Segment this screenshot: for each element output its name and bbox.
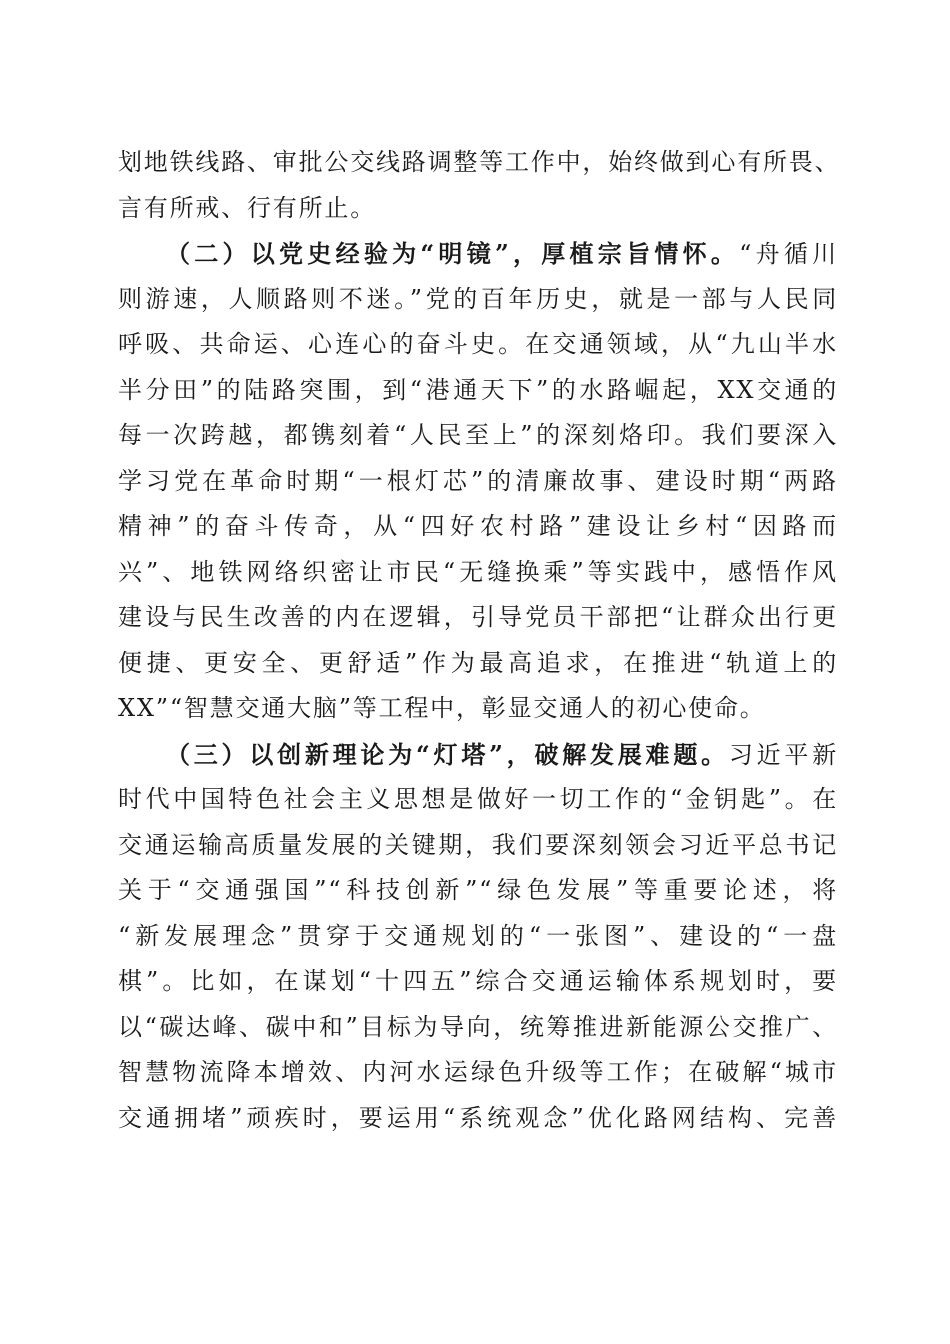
text-line: 兴”、地铁网络织密让市民“无缝换乘”等实践中，感悟作风 (118, 557, 838, 586)
section-heading-3: （三）以创新理论为“灯塔”，破解发展难题。 (166, 739, 729, 769)
text-line: 建设与民生改善的内在逻辑，引导党员干部把“让群众出行更 (118, 603, 838, 631)
text-line: 每一次跨越，都镌刻着“人民至上”的深刻烙印。我们要深入 (118, 421, 838, 449)
text-line: 精神”的奋斗传奇，从“四好农村路”建设让乡村“因路而 (118, 512, 838, 540)
text-line: 棋”。比如，在谋划“十四五”综合交通运输体系规划时，要 (118, 967, 838, 995)
text-fragment: “舟循川 (739, 240, 838, 268)
text-line: 智慧物流降本增效、内河水运绿色升级等工作；在破解“城市 (118, 1058, 838, 1086)
text-line: 学习党在革命时期“一根灯芯”的清廉故事、建设时期“两路 (118, 466, 838, 495)
text-line: XX”“智慧交通大脑”等工程中，彰显交通人的初心使命。 (118, 694, 766, 722)
text-line: 交通拥堵”顽疾时，要运用“系统观念”优化路网结构、完善 (118, 1103, 838, 1132)
paragraph-2-first-line (118, 231, 838, 277)
text-line: 以“碳达峰、碳中和”目标为导向，统筹推进新能源公交推广、 (118, 1012, 838, 1041)
text-line: 便捷、更安全、更舒适”作为最高追求，在推进“轨道上的 (118, 648, 838, 677)
text-line: 划地铁线路、审批公交线路调整等工作中，始终做到心有所畏、 (118, 148, 841, 176)
text-line: 时代中国特色社会主义思想是做好一切工作的“金钥匙”。在 (118, 785, 838, 813)
paragraph-3-first-line (118, 732, 838, 778)
text-line: 则游速，人顺路则不迷。”党的百年历史，就是一部与人民同 (118, 284, 838, 313)
text-line: 呼吸、共命运、心连心的奋斗史。在交通领域，从“九山半水 (118, 330, 838, 358)
text-line: 半分田”的陆路突围，到“港通天下”的水路崛起，XX交通的 (118, 375, 838, 404)
body-text (118, 140, 841, 1141)
text-line: “新发展理念”贯穿于交通规划的“一张图”、建设的“一盘 (118, 921, 838, 950)
text-line: 关于“交通强国”“科技创新”“绿色发展”等重要论述，将 (118, 876, 838, 904)
section-heading-2: （二）以党史经验为“明镜”，厚植宗旨情怀。 (166, 239, 740, 268)
text-fragment: 习近平新 (728, 740, 838, 769)
text-line: 交通运输高质量发展的关键期，我们要深刻领会习近平总书记 (118, 830, 838, 859)
text-line: 言有所戒、行有所止。 (118, 193, 376, 222)
